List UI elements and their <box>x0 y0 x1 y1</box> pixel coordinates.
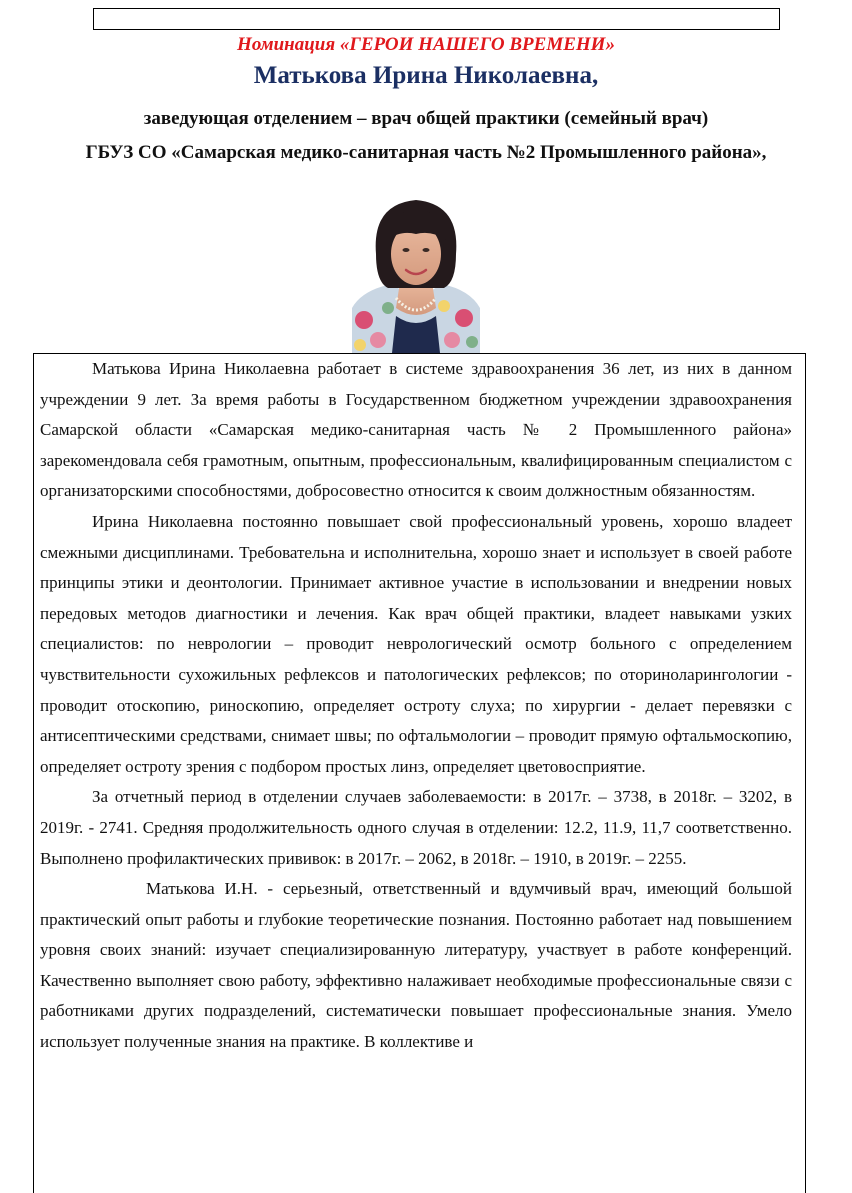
bio-paragraph: Матькова И.Н. - серьезный, ответственный и вдумчивый врач, имеющий большой практический опыт работы и глубокие теоретические познания. Постоянно работает над повышением уровня своих знаний: изучает специализированную литературу, участвует в работе конференций. Качественно выполняет свою работу, эффективно налаживает необходимые профессиональные связи с работниками других подразделений, систематически повышает профессиональные знания. Умело использует полученные знания на практике. В коллективе и <box>40 879 792 1052</box>
organization-name: ГБУЗ СО «Самарская медико-санитарная часть №2 Промышленного района», <box>85 142 767 163</box>
person-name: Матькова Ирина Николаевна, <box>253 62 599 89</box>
biography-text <box>40 354 792 1058</box>
portrait-photo <box>352 190 480 353</box>
bio-paragraph: За отчетный период в отделении случаев заболеваемости: в 2017г. – 3738, в 2018г. – 3202, в 2019г. - 2741. Средняя продолжительность одного случая в отделении: 12.2, 11.9, 11,7 соответственно. Выполнено профилактических прививок: в 2017г. – 2062, в 2018г. – 1910, в 2019г. – 2255. <box>40 787 792 868</box>
nomination-title: Номинация «ГЕРОИ НАШЕГО ВРЕМЕНИ» <box>237 34 615 55</box>
bio-paragraph: Матькова Ирина Николаевна работает в системе здравоохранения 36 лет, из них в данном учреждении 9 лет. За время работы в Государственном бюджетном учреждении здравоохранения Самарской области «Самарская медико-санитарная часть № 2 Промышленного района» зарекомендовала себя грамотным, опытным, профессиональным, квалифицированным специалистом с организаторскими способностями, добросовестно относится к своим должностным обязанностям. <box>40 359 792 501</box>
bio-paragraph: Ирина Николаевна постоянно повышает свой профессиональный уровень, хорошо владеет смежными дисциплинами. Требовательна и исполнительна, хорошо знает и использует в своей работе принципы этики и деонтологии. Принимает активное участие в использовании и внедрении новых передовых методов диагностики и лечения. Как врач общей практики, владеет навыками узких специалистов: по неврологии – проводит неврологический осмотр больного с определением чувствительности сухожильных рефлексов и патологических рефлексов; по оториноларингологии - проводит отоскопию, риноскопию, определяет остроту слуха; по хирургии - делает перевязки с антисептическими средствами, снимает швы; по офтальмологии – проводит прямую офтальмоскопию, определяет остроту зрения с подбором простых линз, определяет цветовосприятие. <box>40 511 792 776</box>
job-position: заведующая отделением – врач общей практики (семейный врач) <box>143 108 709 129</box>
header-frame <box>93 8 780 30</box>
